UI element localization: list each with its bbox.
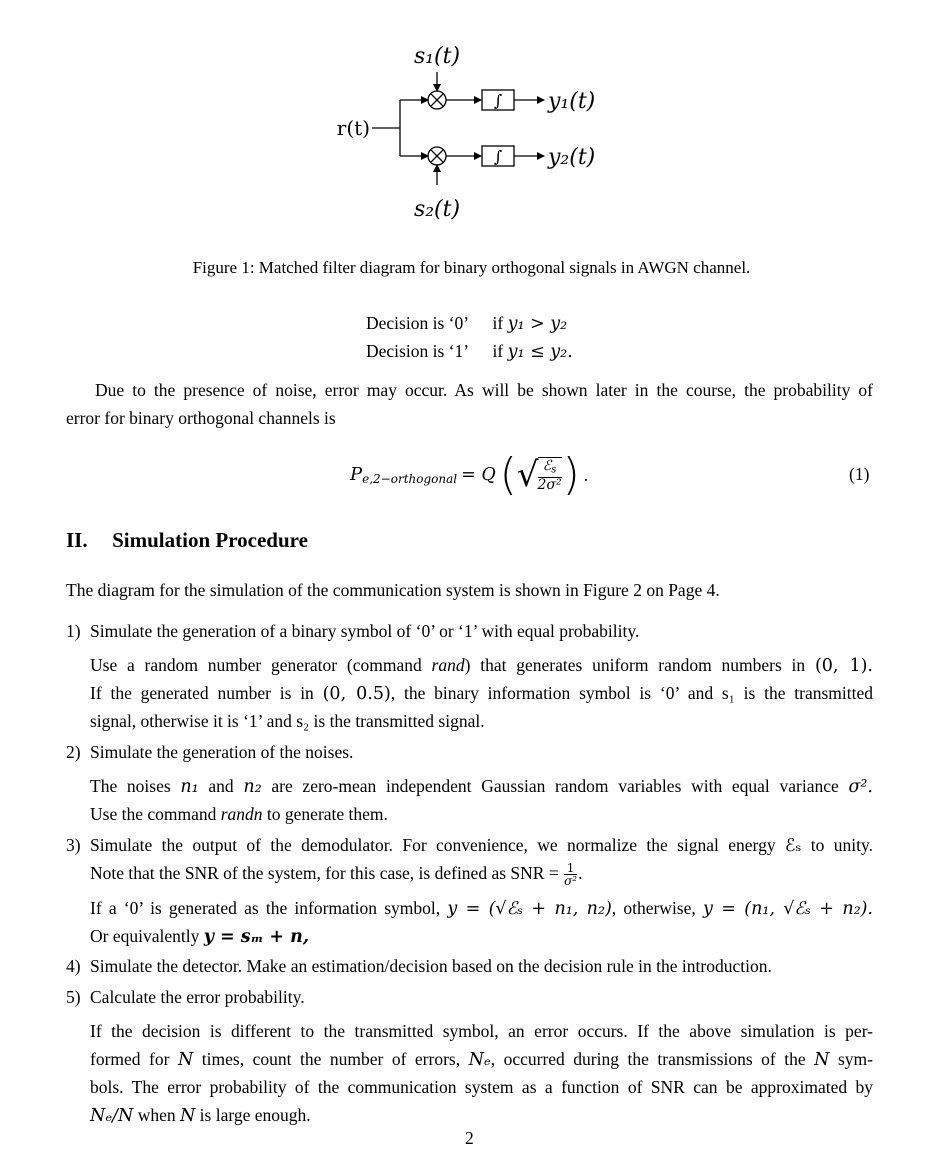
eq1-left-paren: (: [499, 449, 517, 500]
section-number: II.: [66, 528, 88, 552]
step-3-number: 3): [66, 835, 81, 855]
integral-symbol-1: ∫: [493, 91, 503, 110]
section-intro: The diagram for the simulation of the communication system is shown in Figure 2 on Page 4.: [66, 580, 720, 600]
eq1-fraction: $\frac{ℰ_s}{\text{2σ²}}$: [537, 457, 562, 494]
step-5-title: Calculate the error probability.: [90, 987, 305, 1007]
step-4-number: 4): [66, 956, 81, 976]
integral-symbol-2: ∫: [493, 147, 503, 166]
decision-0-condition: y₁ > y₂: [507, 314, 568, 334]
step-5-line-4: Nₑ/N when N is large enough.: [90, 1105, 311, 1126]
decision-0-label: Decision is ‘0’: [366, 313, 468, 333]
label-y2: y₂(t): [548, 145, 596, 170]
intro-line-2: error for binary orthogonal channels is: [66, 408, 336, 428]
section-title: Simulation Procedure: [112, 528, 308, 552]
decision-1-condition: y₁ ≤ y₂.: [507, 342, 573, 362]
page-number: 2: [465, 1128, 474, 1148]
step-1-line-2: If the generated number is in (0, 0.5), the binary information symbol is ‘0’ and s₁ is the transmitted: [90, 683, 873, 704]
step-1-line-3: signal, otherwise it is ‘1’ and s₂ is the transmitted signal.: [90, 711, 485, 731]
decision-0-if: if: [492, 313, 504, 333]
step-2-line-1: The noises n₁ and n₂ are zero-mean independent Gaussian random variables with equal variance σ².: [90, 776, 873, 797]
step-5-line-1: If the decision is different to the transmitted symbol, an error occurs. If the above simulation is per-: [90, 1021, 873, 1041]
eq1-right-paren: ): [562, 449, 580, 500]
decision-1-label: Decision is ‘1’: [366, 341, 468, 361]
step-1-number: 1): [66, 621, 81, 641]
step-2-title: Simulate the generation of the noises.: [90, 742, 354, 762]
step-2-number: 2): [66, 742, 81, 762]
step-2-line-2: Use the command randn to generate them.: [90, 804, 388, 824]
decision-1-if: if: [492, 341, 504, 361]
equation-1: [350, 444, 588, 506]
step-1-title: Simulate the generation of a binary symbol of ‘0’ or ‘1’ with equal probability.: [90, 621, 640, 641]
step-1-line-1: Use a random number generator (command rand) that generates uniform random numbers in (0, 1).: [90, 655, 873, 676]
eq1-period: .: [583, 464, 589, 485]
decision-rule-row-1: [366, 309, 567, 338]
label-s2: s₂(t): [413, 197, 461, 222]
section-heading: [66, 528, 308, 553]
eq1-sqrt-sign: √: [516, 455, 539, 495]
step-3-line-2: Note that the SNR of the system, for this case, is defined as SNR = $\frac{1}{\text{σ²}}$ .: [90, 861, 583, 889]
intro-line-1: Due to the presence of noise, error may occur. As will be shown later in the course, the probability of: [95, 380, 873, 400]
label-y1: y₁(t): [548, 89, 596, 114]
eq1-equals-q: = Q: [461, 465, 496, 485]
matched-filter-diagram: [320, 30, 620, 230]
decision-rule-row-2: [366, 337, 573, 366]
step-5-line-2: formed for N times, count the number of errors, Nₑ, occurred during the transmissions of the N sym-: [90, 1049, 873, 1070]
step-3-line-3: If a ‘0’ is generated as the information symbol, y = (√ℰₛ + n₁, n₂), otherwise, y = (n₁, √ℰₛ + n₂).: [90, 898, 873, 919]
figure1-caption: Figure 1: Matched filter diagram for binary orthogonal signals in AWGN channel.: [192, 258, 751, 277]
eq1-lhs: $P_{e,2-orthogonal}$: [350, 464, 458, 486]
step-3-title: Simulate the output of the demodulator. For convenience, we normalize the signal energy ℰₛ to unity.: [90, 835, 873, 855]
equation-1-number: (1): [849, 464, 870, 484]
step-4-title: Simulate the detector. Make an estimation/decision based on the decision rule in the introduction.: [90, 956, 772, 976]
step-5-line-3: bols. The error probability of the communication system as a function of SNR can be approximated by: [90, 1077, 873, 1097]
step-5-number: 5): [66, 987, 81, 1007]
snr-fraction: $\frac{1}{\text{σ²}}$: [564, 861, 578, 889]
label-s1: s₁(t): [413, 44, 461, 69]
step-3-line-4: Or equivalently y = sₘ + n,: [90, 926, 310, 947]
label-input: r(t): [336, 116, 370, 140]
